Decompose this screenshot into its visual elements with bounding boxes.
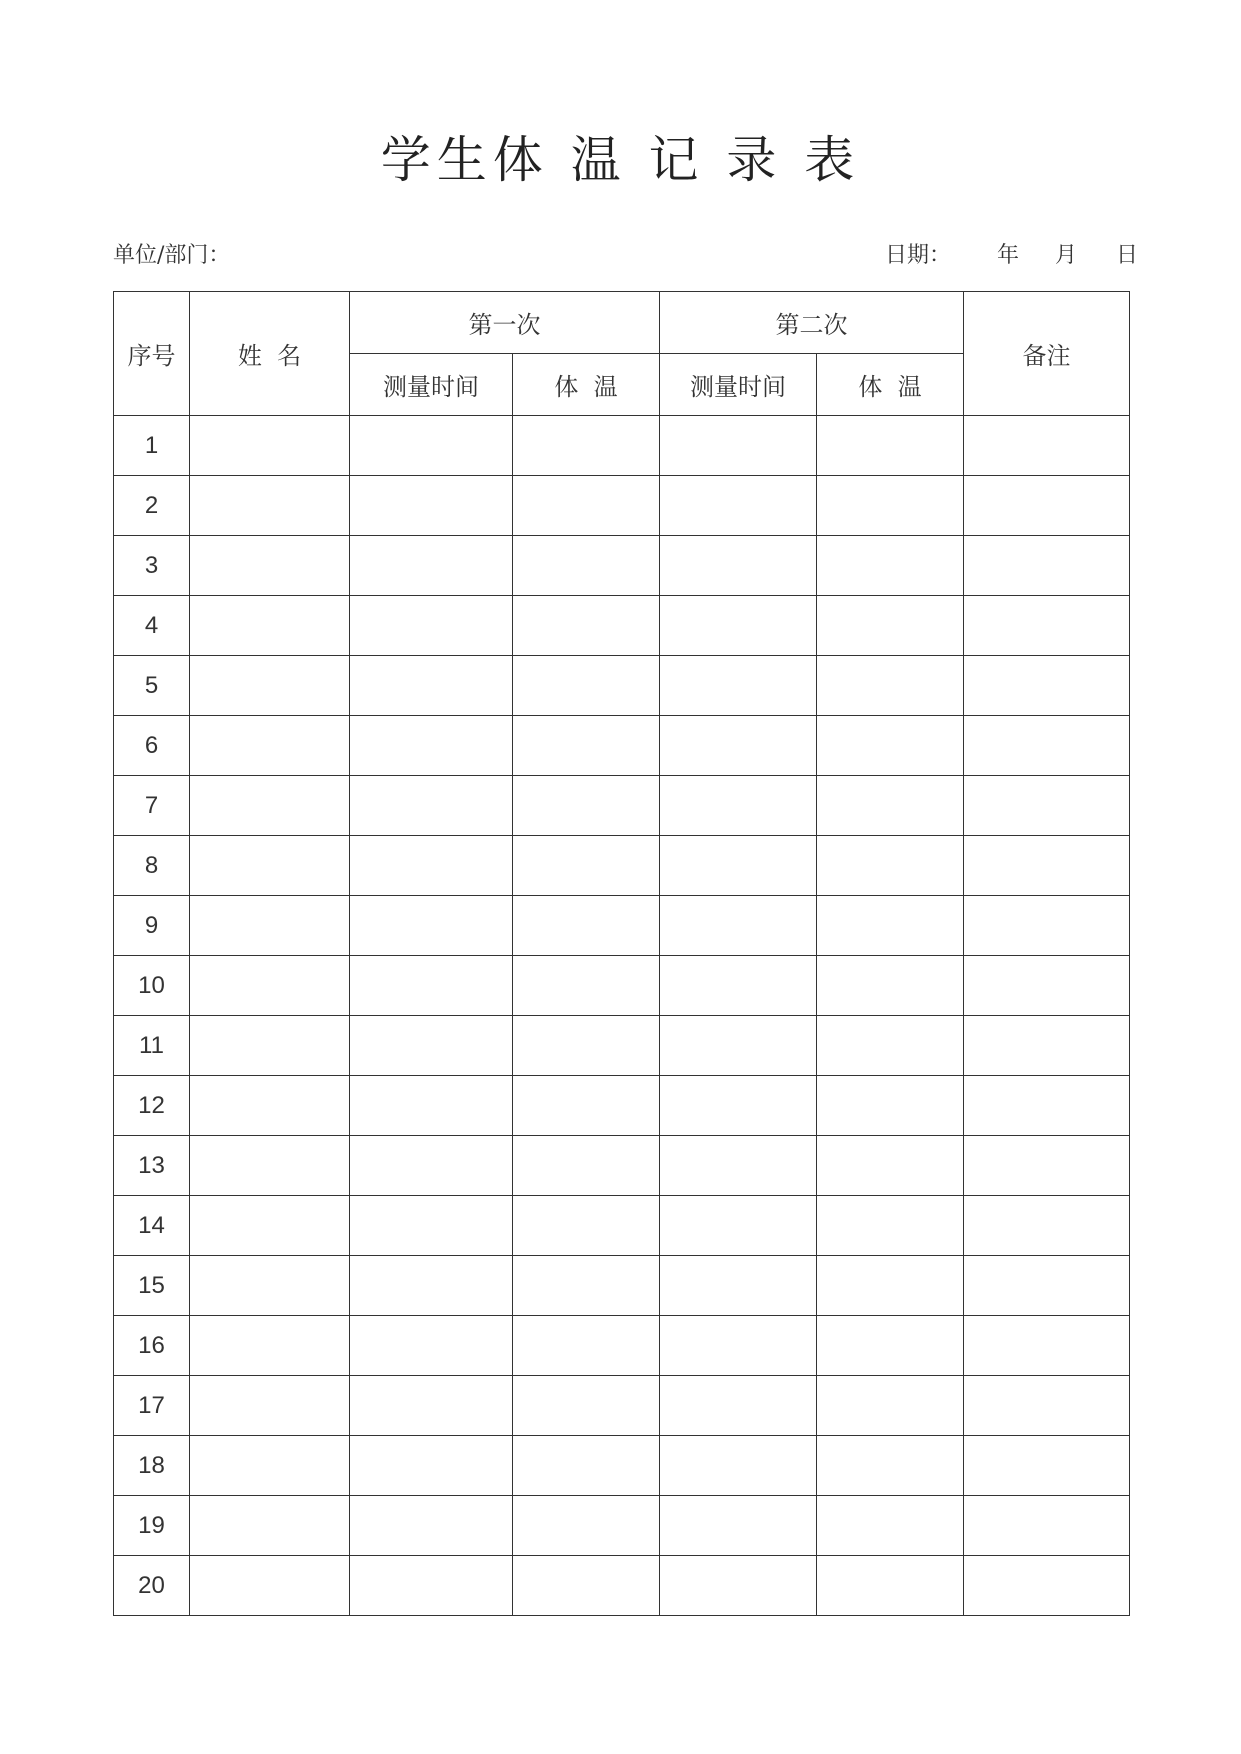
second-temp-cell[interactable] bbox=[817, 656, 964, 716]
first-temp-cell[interactable] bbox=[513, 1136, 660, 1196]
row-number: 20 bbox=[114, 1556, 190, 1616]
row-number: 8 bbox=[114, 836, 190, 896]
second-temp-cell[interactable] bbox=[817, 776, 964, 836]
table-row bbox=[114, 596, 1130, 656]
second-time-cell[interactable] bbox=[660, 1016, 817, 1076]
name-cell[interactable] bbox=[190, 1496, 350, 1556]
row-number: 5 bbox=[114, 656, 190, 716]
table-row bbox=[114, 1556, 1130, 1616]
first-time-cell[interactable] bbox=[350, 1316, 513, 1376]
name-cell[interactable] bbox=[190, 1016, 350, 1076]
row-number: 11 bbox=[114, 1016, 190, 1076]
table-row bbox=[114, 476, 1130, 536]
second-temp-cell[interactable] bbox=[817, 836, 964, 896]
second-temp-cell[interactable] bbox=[817, 1316, 964, 1376]
second-time-cell[interactable] bbox=[660, 1316, 817, 1376]
first-time-cell[interactable] bbox=[350, 1436, 513, 1496]
table-row bbox=[114, 656, 1130, 716]
row-number: 13 bbox=[114, 1136, 190, 1196]
first-temp-cell[interactable] bbox=[513, 1256, 660, 1316]
name-cell[interactable] bbox=[190, 1256, 350, 1316]
remark-cell[interactable] bbox=[964, 776, 1130, 836]
first-time-cell[interactable] bbox=[350, 596, 513, 656]
table-row bbox=[114, 1076, 1130, 1136]
first-temp-cell[interactable] bbox=[513, 956, 660, 1016]
row-number: 14 bbox=[114, 1196, 190, 1256]
first-temp-cell[interactable] bbox=[513, 1196, 660, 1256]
row-number: 4 bbox=[114, 596, 190, 656]
first-temp-cell[interactable] bbox=[513, 1316, 660, 1376]
name-cell[interactable] bbox=[190, 596, 350, 656]
unit-label: 单位/部门： bbox=[113, 243, 231, 268]
first-temp-cell[interactable] bbox=[513, 1076, 660, 1136]
first-temp-cell[interactable] bbox=[513, 716, 660, 776]
second-time-cell[interactable] bbox=[660, 536, 817, 596]
second-time-cell[interactable] bbox=[660, 1136, 817, 1196]
row-number: 12 bbox=[114, 1076, 190, 1136]
header-first-measurement: 第一次 bbox=[350, 292, 660, 354]
second-time-cell[interactable] bbox=[660, 1496, 817, 1556]
second-time-cell[interactable] bbox=[660, 1376, 817, 1436]
remark-cell[interactable] bbox=[964, 1316, 1130, 1376]
table-row bbox=[114, 416, 1130, 476]
name-cell[interactable] bbox=[190, 1136, 350, 1196]
remark-cell[interactable] bbox=[964, 896, 1130, 956]
table-row bbox=[114, 896, 1130, 956]
page-title: 学生体 温 记 录 表 bbox=[380, 131, 861, 189]
first-time-cell[interactable] bbox=[350, 836, 513, 896]
remark-cell[interactable] bbox=[964, 1376, 1130, 1436]
second-temp-cell[interactable] bbox=[817, 596, 964, 656]
first-time-cell[interactable] bbox=[350, 1496, 513, 1556]
first-time-cell[interactable] bbox=[350, 1556, 513, 1616]
second-time-cell[interactable] bbox=[660, 656, 817, 716]
first-temp-cell[interactable] bbox=[513, 1436, 660, 1496]
table-row bbox=[114, 1256, 1130, 1316]
row-number: 2 bbox=[114, 476, 190, 536]
name-cell[interactable] bbox=[190, 716, 350, 776]
header-first-temp: 体 温 bbox=[513, 354, 660, 416]
second-time-cell[interactable] bbox=[660, 416, 817, 476]
row-number: 7 bbox=[114, 776, 190, 836]
name-cell[interactable] bbox=[190, 1076, 350, 1136]
table-row bbox=[114, 776, 1130, 836]
remark-cell[interactable] bbox=[964, 596, 1130, 656]
name-cell[interactable] bbox=[190, 836, 350, 896]
name-cell[interactable] bbox=[190, 416, 350, 476]
row-number: 18 bbox=[114, 1436, 190, 1496]
second-time-cell[interactable] bbox=[660, 476, 817, 536]
remark-cell[interactable] bbox=[964, 656, 1130, 716]
first-temp-cell[interactable] bbox=[513, 536, 660, 596]
row-number: 6 bbox=[114, 716, 190, 776]
remark-cell[interactable] bbox=[964, 1256, 1130, 1316]
second-time-cell[interactable] bbox=[660, 1076, 817, 1136]
remark-cell[interactable] bbox=[964, 536, 1130, 596]
first-temp-cell[interactable] bbox=[513, 1016, 660, 1076]
first-time-cell[interactable] bbox=[350, 1256, 513, 1316]
remark-cell[interactable] bbox=[964, 1496, 1130, 1556]
row-number: 3 bbox=[114, 536, 190, 596]
row-number: 10 bbox=[114, 956, 190, 1016]
name-cell[interactable] bbox=[190, 1376, 350, 1436]
name-cell[interactable] bbox=[190, 656, 350, 716]
month-label: 月 bbox=[1055, 243, 1078, 268]
remark-cell[interactable] bbox=[964, 836, 1130, 896]
second-temp-cell[interactable] bbox=[817, 1076, 964, 1136]
remark-cell[interactable] bbox=[964, 1076, 1130, 1136]
name-cell[interactable] bbox=[190, 1316, 350, 1376]
first-temp-cell[interactable] bbox=[513, 476, 660, 536]
first-temp-cell[interactable] bbox=[513, 896, 660, 956]
first-time-cell[interactable] bbox=[350, 1376, 513, 1436]
second-temp-cell[interactable] bbox=[817, 1436, 964, 1496]
second-temp-cell[interactable] bbox=[817, 536, 964, 596]
second-temp-cell[interactable] bbox=[817, 956, 964, 1016]
row-number: 1 bbox=[114, 416, 190, 476]
second-time-cell[interactable] bbox=[660, 956, 817, 1016]
table-row bbox=[114, 716, 1130, 776]
year-label: 年 bbox=[997, 243, 1020, 268]
first-time-cell[interactable] bbox=[350, 1016, 513, 1076]
first-time-cell[interactable] bbox=[350, 656, 513, 716]
first-temp-cell[interactable] bbox=[513, 1556, 660, 1616]
header-second-time: 测量时间 bbox=[660, 354, 817, 416]
second-temp-cell[interactable] bbox=[817, 716, 964, 776]
table-row bbox=[114, 1376, 1130, 1436]
name-cell[interactable] bbox=[190, 1196, 350, 1256]
second-time-cell[interactable] bbox=[660, 776, 817, 836]
header-index: 序号 bbox=[114, 292, 190, 416]
name-cell[interactable] bbox=[190, 956, 350, 1016]
remark-cell[interactable] bbox=[964, 956, 1130, 1016]
table-row bbox=[114, 956, 1130, 1016]
first-time-cell[interactable] bbox=[350, 476, 513, 536]
first-temp-cell[interactable] bbox=[513, 836, 660, 896]
second-temp-cell[interactable] bbox=[817, 1136, 964, 1196]
remark-cell[interactable] bbox=[964, 1556, 1130, 1616]
first-time-cell[interactable] bbox=[350, 1136, 513, 1196]
second-time-cell[interactable] bbox=[660, 896, 817, 956]
first-time-cell[interactable] bbox=[350, 716, 513, 776]
second-temp-cell[interactable] bbox=[817, 416, 964, 476]
second-temp-cell[interactable] bbox=[817, 896, 964, 956]
second-temp-cell[interactable] bbox=[817, 1196, 964, 1256]
table-row bbox=[114, 836, 1130, 896]
header-second-temp: 体 温 bbox=[817, 354, 964, 416]
day-label: 日 bbox=[1116, 243, 1139, 268]
first-time-cell[interactable] bbox=[350, 956, 513, 1016]
row-number: 17 bbox=[114, 1376, 190, 1436]
second-time-cell[interactable] bbox=[660, 716, 817, 776]
header-remark: 备注 bbox=[964, 292, 1130, 416]
table-row bbox=[114, 1136, 1130, 1196]
date-label: 日期： bbox=[885, 243, 952, 268]
first-temp-cell[interactable] bbox=[513, 1376, 660, 1436]
name-cell[interactable] bbox=[190, 536, 350, 596]
first-temp-cell[interactable] bbox=[513, 1496, 660, 1556]
first-time-cell[interactable] bbox=[350, 416, 513, 476]
row-number: 15 bbox=[114, 1256, 190, 1316]
header-second-measurement: 第二次 bbox=[660, 292, 964, 354]
second-temp-cell[interactable] bbox=[817, 1256, 964, 1316]
second-temp-cell[interactable] bbox=[817, 1556, 964, 1616]
remark-cell[interactable] bbox=[964, 416, 1130, 476]
table-row bbox=[114, 1496, 1130, 1556]
name-cell[interactable] bbox=[190, 896, 350, 956]
second-temp-cell[interactable] bbox=[817, 1496, 964, 1556]
name-cell[interactable] bbox=[190, 1436, 350, 1496]
table-row bbox=[114, 1316, 1130, 1376]
first-time-cell[interactable] bbox=[350, 1196, 513, 1256]
second-temp-cell[interactable] bbox=[817, 476, 964, 536]
first-time-cell[interactable] bbox=[350, 896, 513, 956]
first-temp-cell[interactable] bbox=[513, 596, 660, 656]
row-number: 19 bbox=[114, 1496, 190, 1556]
name-cell[interactable] bbox=[190, 1556, 350, 1616]
header-name: 姓 名 bbox=[190, 292, 350, 416]
second-time-cell[interactable] bbox=[660, 836, 817, 896]
remark-cell[interactable] bbox=[964, 1136, 1130, 1196]
header-first-time: 测量时间 bbox=[350, 354, 513, 416]
second-temp-cell[interactable] bbox=[817, 1016, 964, 1076]
second-time-cell[interactable] bbox=[660, 596, 817, 656]
remark-cell[interactable] bbox=[964, 476, 1130, 536]
remark-cell[interactable] bbox=[964, 1196, 1130, 1256]
first-time-cell[interactable] bbox=[350, 776, 513, 836]
table-row bbox=[114, 1436, 1130, 1496]
name-cell[interactable] bbox=[190, 776, 350, 836]
second-time-cell[interactable] bbox=[660, 1556, 817, 1616]
second-time-cell[interactable] bbox=[660, 1256, 817, 1316]
second-time-cell[interactable] bbox=[660, 1436, 817, 1496]
first-temp-cell[interactable] bbox=[513, 656, 660, 716]
name-cell[interactable] bbox=[190, 476, 350, 536]
second-temp-cell[interactable] bbox=[817, 1376, 964, 1436]
table-row bbox=[114, 1196, 1130, 1256]
first-temp-cell[interactable] bbox=[513, 776, 660, 836]
temperature-table bbox=[113, 291, 1130, 1616]
first-time-cell[interactable] bbox=[350, 1076, 513, 1136]
table-row bbox=[114, 1016, 1130, 1076]
first-time-cell[interactable] bbox=[350, 536, 513, 596]
table-row bbox=[114, 536, 1130, 596]
second-time-cell[interactable] bbox=[660, 1196, 817, 1256]
row-number: 9 bbox=[114, 896, 190, 956]
first-temp-cell[interactable] bbox=[513, 416, 660, 476]
remark-cell[interactable] bbox=[964, 1436, 1130, 1496]
remark-cell[interactable] bbox=[964, 1016, 1130, 1076]
row-number: 16 bbox=[114, 1316, 190, 1376]
remark-cell[interactable] bbox=[964, 716, 1130, 776]
